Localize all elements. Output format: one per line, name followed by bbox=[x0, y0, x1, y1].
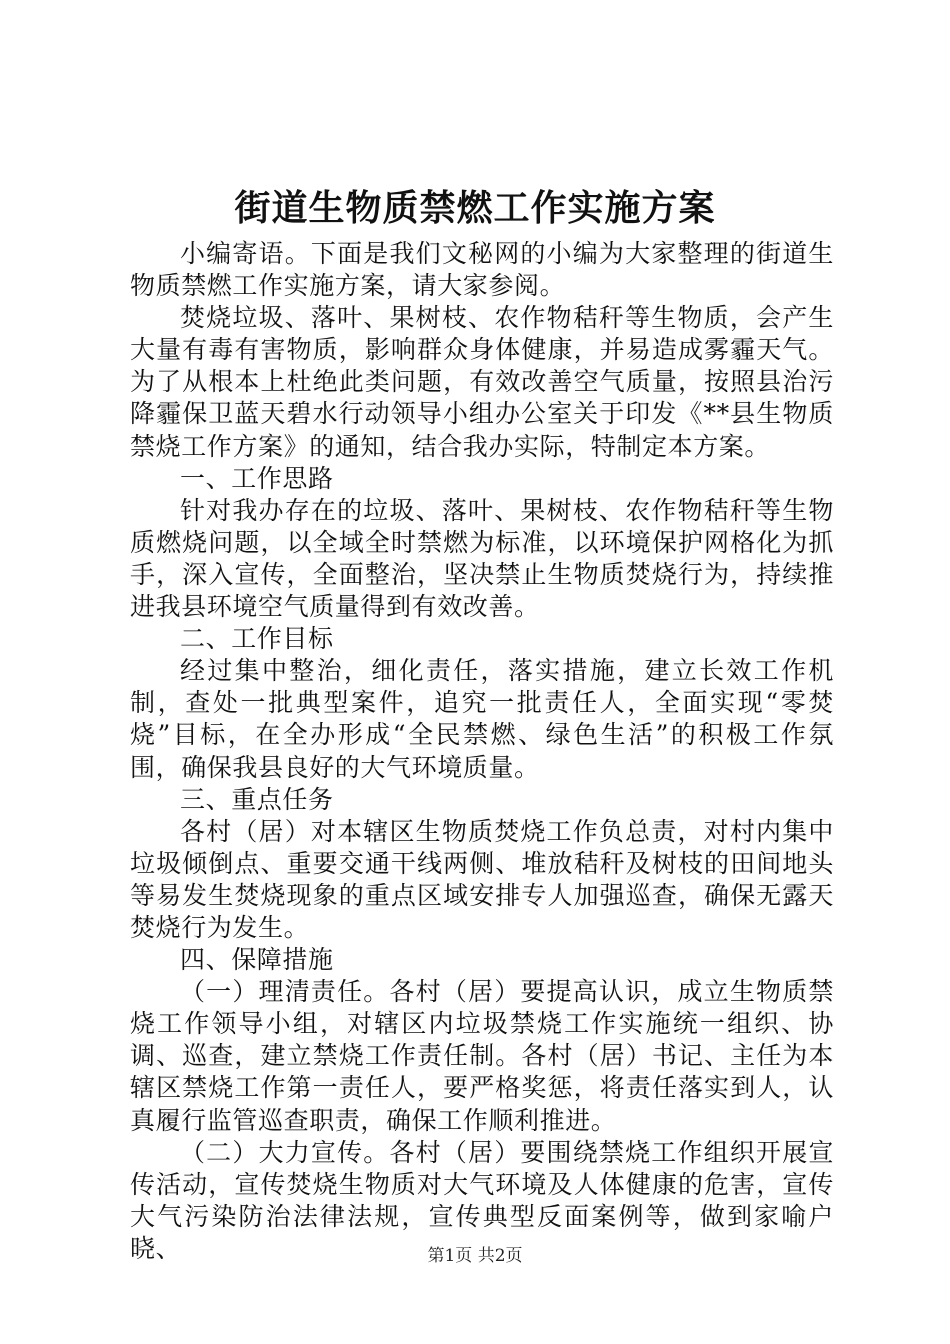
paragraph-background: 焚烧垃圾、落叶、果树枝、农作物秸秆等生物质，会产生大量有毒有害物质，影响群众身体健康，并易造成雾霾天气。为了从根本上杜绝此类问题，有效改善空气质量，按照县治污降霾保卫蓝天碧水行动领导小组办公室关于印发《**县生物质禁烧工作方案》的通知，结合我办实际，特制定本方案。 bbox=[130, 303, 834, 461]
paragraph-goals: 经过集中整治，细化责任，落实措施，建立长效工作机制，查处一批典型案件，追究一批责任人，全面实现“零焚烧”目标，在全办形成“全民禁燃、绿色生活”的积极工作氛围，确保我县良好的大气环境质量。 bbox=[130, 656, 834, 782]
paragraph-approach: 针对我办存在的垃圾、落叶、果树枝、农作物秸秆等生物质燃烧问题，以全域全时禁燃为标准，以环境保护网格化为抓手，深入宣传，全面整治，坚决禁止生物质焚烧行为，持续推进我县环境空气质量得到有效改善。 bbox=[130, 495, 834, 622]
section-heading-4: 四、保障措施 bbox=[180, 945, 334, 975]
section-heading-2: 二、工作目标 bbox=[180, 624, 334, 654]
page-indicator: 第1页 共2页 bbox=[427, 1246, 523, 1266]
section-heading-1: 一、工作思路 bbox=[180, 463, 334, 493]
paragraph-intro: 小编寄语。下面是我们文秘网的小编为大家整理的街道生物质禁燃工作实施方案，请大家参阅。 bbox=[130, 239, 834, 301]
document-body bbox=[130, 238, 834, 1265]
paragraph-measure-2: （二）大力宣传。各村（居）要围绕禁烧工作组织开展宣传活动，宣传焚烧生物质对大气环境及人体健康的危害，宣传大气污染防治法律法规，宣传典型反面案例等，做到家喻户晓、 bbox=[130, 1137, 834, 1263]
paragraph-tasks: 各村（居）对本辖区生物质焚烧工作负总责，对村内集中垃圾倾倒点、重要交通干线两侧、堆放秸秆及树枝的田间地头等易发生焚烧现象的重点区域安排专人加强巡查，确保无露天焚烧行为发生。 bbox=[130, 816, 834, 942]
section-heading-3: 三、重点任务 bbox=[180, 784, 334, 814]
document-title: 街道生物质禁燃工作实施方案 bbox=[234, 187, 716, 229]
paragraph-measure-1: （一）理清责任。各村（居）要提高认识，成立生物质禁烧工作领导小组，对辖区内垃圾禁烧工作实施统一组织、协调、巡查，建立禁烧工作责任制。各村（居）书记、主任为本辖区禁烧工作第一责任人，要严格奖惩，将责任落实到人，认真履行监管巡查职责，确保工作顺利推进。 bbox=[130, 977, 834, 1135]
